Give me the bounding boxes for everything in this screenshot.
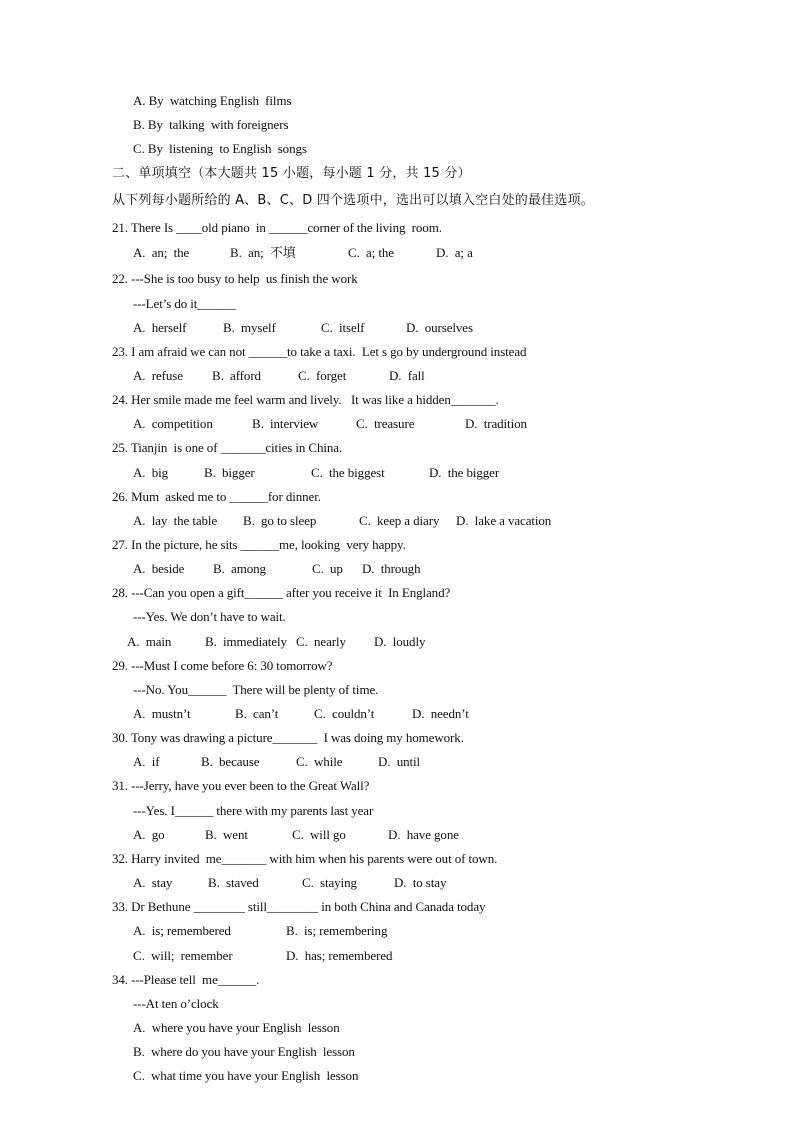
answer-option: A. an; the: [133, 245, 190, 260]
answer-option: C. up: [312, 561, 343, 576]
answer-option: A. stay: [133, 875, 173, 890]
answer-option: D. has; remembered: [286, 948, 393, 963]
answer-option: D. lake a vacation: [456, 513, 552, 528]
answer-option: D. needn’t: [412, 706, 469, 721]
answer-option: A. go: [133, 827, 165, 842]
answer-option: D. loudly: [374, 634, 426, 649]
answer-option: C. what time you have your English lesson: [133, 1068, 359, 1083]
answer-option: B. among: [213, 561, 266, 576]
question-stem: 33. Dr Bethune ________ still________ in both China and Canada today: [112, 899, 486, 914]
answer-option: B. myself: [223, 320, 276, 335]
question-stem: 31. ---Jerry, have you ever been to the Great Wall?: [112, 778, 370, 793]
answer-option: A. main: [127, 634, 172, 649]
answer-option: D. a; a: [436, 245, 473, 260]
answer-option: B. bigger: [204, 465, 255, 480]
answer-option: A. refuse: [133, 368, 183, 383]
question-dialogue-line: ---Yes. We don’t have to wait.: [133, 609, 286, 624]
question-stem: 26. Mum asked me to ______for dinner.: [112, 489, 321, 504]
answer-option: D. have gone: [388, 827, 459, 842]
question-dialogue-line: ---No. You______ There will be plenty of time.: [133, 682, 379, 697]
answer-option: B. go to sleep: [243, 513, 317, 528]
question-stem: 28. ---Can you open a gift______ after you receive it In England?: [112, 585, 451, 600]
answer-option: D. fall: [389, 368, 425, 383]
answer-option: B. immediately: [205, 634, 287, 649]
answer-option: C. will go: [292, 827, 346, 842]
answer-option: C. will; remember: [133, 948, 233, 963]
answer-option: A. beside: [133, 561, 185, 576]
question-dialogue-line: ---At ten o’clock: [133, 996, 219, 1011]
answer-option: D. to stay: [394, 875, 447, 890]
question-stem: 25. Tianjin is one of _______cities in China.: [112, 440, 343, 455]
question-stem: 22. ---She is too busy to help us finish the work: [112, 271, 358, 286]
answer-option: A. lay the table: [133, 513, 218, 528]
previous-question-option: A. By watching English films: [133, 93, 292, 108]
answer-option: B. interview: [252, 416, 319, 431]
answer-option: C. forget: [298, 368, 347, 383]
question-dialogue-line: ---Let’s do it______: [133, 296, 236, 311]
answer-option: C. couldn’t: [314, 706, 375, 721]
section-heading: 二、单项填空（本大题共 15 小题，每小题 1 分，共 15 分）: [112, 166, 471, 181]
answer-option: A. big: [133, 465, 169, 480]
answer-option: C. staying: [302, 875, 357, 890]
answer-option: C. the biggest: [311, 465, 385, 480]
question-stem: 21. There Is ____old piano in ______corner of the living room.: [112, 220, 442, 235]
question-stem: 29. ---Must I come before 6: 30 tomorrow?: [112, 658, 333, 673]
question-dialogue-line: ---Yes. I______ there with my parents last year: [133, 803, 374, 818]
answer-option: D. until: [378, 754, 421, 769]
answer-option: B. went: [205, 827, 248, 842]
answer-option: A. is; remembered: [133, 923, 231, 938]
answer-option: B. an; 不填: [230, 245, 296, 260]
question-stem: 32. Harry invited me_______ with him when his parents were out of town.: [112, 851, 498, 866]
answer-option: D. tradition: [465, 416, 527, 431]
answer-option: D. the bigger: [429, 465, 500, 480]
question-stem: 34. ---Please tell me______.: [112, 972, 260, 987]
answer-option: B. where do you have your English lesson: [133, 1044, 355, 1059]
answer-option: D. through: [362, 561, 421, 576]
answer-option: C. a; the: [348, 245, 394, 260]
question-stem: 27. In the picture, he sits ______me, looking very happy.: [112, 537, 406, 552]
previous-question-option: B. By talking with foreigners: [133, 117, 289, 132]
answer-option: A. if: [133, 754, 160, 769]
answer-option: C. nearly: [296, 634, 346, 649]
answer-option: C. treasure: [356, 416, 415, 431]
answer-option: B. is; remembering: [286, 923, 388, 938]
question-stem: 30. Tony was drawing a picture_______ I was doing my homework.: [112, 730, 464, 745]
answer-option: B. afford: [212, 368, 261, 383]
question-stem: 24. Her smile made me feel warm and lively. It was like a hidden_______.: [112, 392, 499, 407]
answer-option: B. staved: [208, 875, 259, 890]
answer-option: C. itself: [321, 320, 365, 335]
answer-option: C. while: [296, 754, 343, 769]
answer-option: B. because: [201, 754, 260, 769]
section-instruction: 从下列每小题所给的 A、B、C、D 四个选项中，选出可以填入空白处的最佳选项。: [112, 193, 594, 208]
answer-option: D. ourselves: [406, 320, 473, 335]
previous-question-option: C. By listening to English songs: [133, 141, 307, 156]
question-stem: 23. I am afraid we can not ______to take a taxi. Let s go by underground instead: [112, 344, 527, 359]
answer-option: B. can’t: [235, 706, 279, 721]
answer-option: A. herself: [133, 320, 187, 335]
answer-option: C. keep a diary: [359, 513, 440, 528]
answer-option: A. competition: [133, 416, 213, 431]
answer-option: A. mustn’t: [133, 706, 191, 721]
answer-option: A. where you have your English lesson: [133, 1020, 340, 1035]
